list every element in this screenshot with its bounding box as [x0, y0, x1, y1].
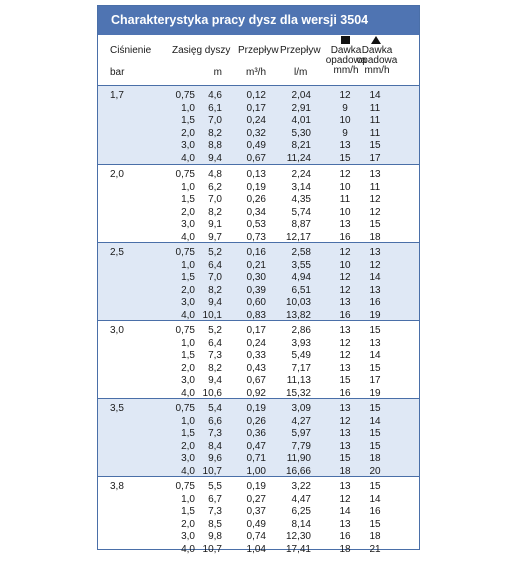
pressure-group	[98, 86, 419, 164]
header-flow-lm: Przepływ	[280, 45, 321, 56]
header-range-unit: m	[213, 67, 222, 78]
rate-triangle-value: 14	[369, 493, 381, 505]
flow-m3h-value: 0,16	[246, 247, 266, 258]
flow-m3h-value: 1,04	[246, 543, 266, 555]
rate-square-value: 13	[339, 403, 351, 414]
flow-m3h-value: 0,47	[246, 440, 266, 452]
pressure-value: 2,0	[110, 169, 124, 180]
range-value: 9,1	[208, 219, 222, 230]
nozzle-size: 1,5	[181, 428, 195, 439]
nozzle-size: 1,0	[181, 493, 195, 505]
rate-square-value: 18	[339, 543, 351, 555]
nozzle-size: 0,75	[175, 90, 195, 101]
flow-m3h-value: 1,00	[246, 465, 266, 477]
nozzle-size: 3,0	[181, 531, 195, 542]
range-value: 10,1	[202, 309, 222, 321]
rate-square-value: 16	[339, 231, 351, 243]
rate-square-value: 12	[339, 247, 351, 258]
rate-triangle-value: 20	[369, 465, 381, 477]
flow-m3h-value: 0,13	[246, 169, 266, 180]
range-value: 6,2	[208, 181, 222, 193]
flow-lm-value: 8,14	[291, 518, 311, 530]
pressure-group	[98, 320, 419, 398]
flow-lm-value: 17,41	[285, 543, 311, 555]
rate-triangle-value: 12	[369, 259, 381, 271]
rate-triangle-value: 11	[369, 181, 381, 193]
range-value: 8,2	[208, 362, 222, 374]
nozzle-size: 2,0	[181, 362, 195, 374]
rate-triangle-value: 21	[369, 543, 381, 555]
header-flow-m3h: Przepływ	[238, 45, 279, 56]
range-value: 8,2	[208, 206, 222, 218]
rate-triangle-value: 11	[369, 115, 381, 126]
range-value: 10,7	[202, 465, 222, 477]
table-title: Charakterystyka pracy dysz dla wersji 3504	[98, 6, 419, 35]
flow-lm-value: 2,91	[291, 102, 311, 114]
header-rate-square-l2: opadowa	[325, 55, 367, 66]
range-value: 10,6	[202, 387, 222, 399]
nozzle-size: 4,0	[181, 309, 195, 321]
range-value: 8,2	[208, 284, 222, 296]
flow-lm-value: 8,87	[291, 219, 311, 230]
range-value: 7,0	[208, 194, 222, 205]
nozzle-size: 1,5	[181, 506, 195, 517]
rate-triangle-value: 18	[369, 531, 381, 542]
rate-square-value: 12	[339, 272, 351, 283]
rate-triangle-value: 17	[369, 375, 381, 386]
rate-square-value: 12	[339, 415, 351, 427]
rate-triangle-value: 12	[369, 206, 381, 218]
nozzle-size: 2,0	[181, 127, 195, 139]
rate-triangle-value: 15	[369, 140, 381, 151]
nozzle-size: 3,0	[181, 140, 195, 151]
flow-lm-value: 5,49	[291, 350, 311, 361]
nozzle-size: 1,0	[181, 181, 195, 193]
range-value: 5,4	[208, 403, 222, 414]
flow-m3h-value: 0,43	[246, 362, 266, 374]
range-value: 9,7	[208, 231, 222, 243]
header-pressure: Ciśnienie	[110, 45, 152, 56]
flow-m3h-value: 0,30	[246, 272, 266, 283]
flow-lm-value: 2,04	[291, 90, 311, 101]
flow-m3h-value: 0,32	[246, 127, 266, 139]
header-rate-triangle-l1: Dawka	[361, 45, 393, 56]
nozzle-size: 3,0	[181, 219, 195, 230]
range-value: 9,8	[208, 531, 222, 542]
flow-lm-value: 12,17	[285, 231, 311, 243]
nozzle-size: 4,0	[181, 231, 195, 243]
flow-m3h-value: 0,49	[246, 518, 266, 530]
range-value: 7,0	[208, 115, 222, 126]
flow-m3h-value: 0,26	[246, 194, 266, 205]
rate-square-value: 16	[339, 309, 351, 321]
rate-square-value: 13	[339, 440, 351, 452]
nozzle-size: 2,0	[181, 206, 195, 218]
flow-lm-value: 3,09	[291, 403, 311, 414]
rate-square-value: 15	[339, 375, 351, 386]
rate-triangle-value: 18	[369, 231, 381, 243]
header-rate-square-unit: mm/h	[333, 65, 359, 76]
flow-m3h-value: 0,67	[246, 375, 266, 386]
flow-lm-value: 7,79	[291, 440, 311, 452]
range-value: 6,1	[208, 102, 222, 114]
flow-lm-value: 7,17	[291, 362, 311, 374]
rate-square-value: 12	[339, 337, 351, 349]
range-value: 6,7	[208, 493, 222, 505]
flow-lm-value: 5,97	[291, 428, 311, 439]
nozzle-size: 1,0	[181, 337, 195, 349]
rate-triangle-value: 11	[369, 127, 381, 139]
nozzle-size: 0,75	[175, 403, 195, 414]
flow-lm-value: 11,13	[286, 375, 311, 386]
flow-lm-value: 4,27	[291, 415, 311, 427]
flow-m3h-value: 0,27	[246, 493, 266, 505]
nozzle-size: 0,75	[175, 481, 195, 492]
flow-lm-value: 15,32	[285, 387, 311, 399]
header-pressure-unit: bar	[110, 67, 125, 78]
nozzle-size: 0,75	[175, 169, 195, 180]
rate-triangle-value: 15	[369, 428, 381, 439]
header-range: Zasięg dyszy	[172, 45, 231, 56]
nozzle-size: 1,0	[181, 102, 195, 114]
black-triangle-icon	[371, 36, 381, 44]
flow-lm-value: 3,22	[291, 481, 311, 492]
flow-lm-value: 10,03	[285, 297, 311, 308]
nozzle-size: 4,0	[181, 543, 195, 555]
rate-triangle-value: 13	[369, 337, 381, 349]
rate-triangle-value: 18	[369, 453, 381, 464]
flow-lm-value: 11,24	[286, 152, 311, 164]
rate-square-value: 12	[339, 90, 351, 101]
black-square-icon	[341, 36, 350, 44]
rate-triangle-value: 13	[369, 284, 381, 296]
flow-lm-value: 4,35	[291, 194, 311, 205]
header-flow-lm-unit: l/m	[294, 67, 308, 78]
range-value: 8,8	[208, 140, 222, 151]
rate-square-value: 14	[339, 506, 351, 517]
rate-square-value: 12	[339, 493, 351, 505]
range-value: 4,8	[208, 169, 222, 180]
rate-triangle-value: 14	[369, 90, 381, 101]
range-value: 8,4	[208, 440, 222, 452]
nozzle-size: 1,0	[181, 415, 195, 427]
pressure-value: 2,5	[110, 247, 124, 258]
rate-square-value: 12	[339, 169, 351, 180]
range-value: 9,6	[208, 453, 222, 464]
nozzle-size: 1,5	[181, 272, 195, 283]
rate-triangle-value: 14	[369, 350, 381, 361]
rate-square-value: 13	[339, 362, 351, 374]
flow-m3h-value: 0,92	[246, 387, 266, 399]
header-rate-triangle-l2: opadowa	[356, 55, 398, 66]
flow-m3h-value: 0,83	[246, 309, 266, 321]
nozzle-size: 4,0	[181, 387, 195, 399]
rate-triangle-value: 15	[369, 403, 381, 414]
flow-m3h-value: 0,21	[246, 259, 266, 271]
rate-square-value: 10	[339, 181, 351, 193]
range-value: 9,4	[208, 297, 222, 308]
flow-m3h-value: 0,39	[246, 284, 266, 296]
flow-m3h-value: 0,19	[246, 481, 266, 492]
rate-triangle-value: 15	[369, 219, 381, 230]
flow-m3h-value: 0,53	[246, 219, 266, 230]
flow-m3h-value: 0,26	[246, 415, 266, 427]
flow-m3h-value: 0,71	[246, 453, 266, 464]
nozzle-size: 1,5	[181, 194, 195, 205]
range-value: 9,4	[208, 152, 222, 164]
flow-m3h-value: 0,73	[246, 231, 266, 243]
flow-m3h-value: 0,67	[246, 152, 266, 164]
range-value: 5,2	[208, 247, 222, 258]
rate-triangle-value: 14	[369, 272, 381, 283]
nozzle-performance-table	[97, 5, 420, 555]
flow-lm-value: 16,66	[285, 465, 311, 477]
flow-lm-value: 2,86	[291, 325, 311, 336]
rate-triangle-value: 15	[369, 362, 381, 374]
flow-lm-value: 4,94	[291, 272, 311, 283]
flow-lm-value: 2,58	[291, 247, 311, 258]
rate-square-value: 13	[339, 297, 351, 308]
nozzle-size: 2,0	[181, 440, 195, 452]
rate-square-value: 13	[339, 219, 351, 230]
rate-square-value: 12	[339, 284, 351, 296]
pressure-value: 1,7	[110, 90, 124, 101]
range-value: 8,5	[208, 518, 222, 530]
rate-square-value: 13	[339, 518, 351, 530]
flow-lm-value: 3,14	[291, 181, 311, 193]
rate-triangle-value: 16	[369, 506, 381, 517]
range-value: 9,4	[208, 375, 222, 386]
rate-triangle-value: 17	[369, 152, 381, 164]
rate-triangle-value: 15	[369, 518, 381, 530]
nozzle-size: 2,0	[181, 284, 195, 296]
flow-m3h-value: 0,33	[246, 350, 266, 361]
range-value: 7,3	[208, 428, 222, 439]
rate-square-value: 13	[339, 325, 351, 336]
rate-square-value: 15	[339, 152, 351, 164]
range-value: 5,2	[208, 325, 222, 336]
nozzle-size: 1,5	[181, 115, 195, 126]
flow-lm-value: 11,90	[286, 453, 311, 464]
rate-square-value: 10	[339, 206, 351, 218]
flow-m3h-value: 0,37	[246, 506, 266, 517]
rate-triangle-value: 13	[369, 247, 381, 258]
rate-square-value: 9	[342, 127, 348, 139]
flow-lm-value: 4,47	[291, 493, 311, 505]
range-value: 7,3	[208, 506, 222, 517]
rate-triangle-value: 14	[369, 415, 381, 427]
range-value: 7,3	[208, 350, 222, 361]
range-value: 6,4	[208, 337, 222, 349]
flow-m3h-value: 0,36	[246, 428, 266, 439]
rate-square-value: 13	[339, 140, 351, 151]
nozzle-size: 3,0	[181, 375, 195, 386]
rate-square-value: 18	[339, 465, 351, 477]
rate-square-value: 13	[339, 428, 351, 439]
pressure-group	[98, 398, 419, 476]
pressure-group	[98, 476, 419, 554]
rate-triangle-value: 15	[369, 481, 381, 492]
rate-square-value: 15	[339, 453, 351, 464]
flow-lm-value: 8,21	[291, 140, 311, 151]
range-value: 7,0	[208, 272, 222, 283]
rate-triangle-value: 19	[369, 387, 381, 399]
flow-lm-value: 12,30	[285, 531, 311, 542]
range-value: 6,4	[208, 259, 222, 271]
rate-square-value: 16	[339, 531, 351, 542]
header-flow-m3h-unit: m³/h	[246, 67, 266, 78]
nozzle-size: 2,0	[181, 518, 195, 530]
flow-lm-value: 13,82	[285, 309, 311, 321]
rate-square-value: 16	[339, 387, 351, 399]
flow-lm-value: 3,55	[291, 259, 311, 271]
nozzle-size: 1,5	[181, 350, 195, 361]
nozzle-size: 1,0	[181, 259, 195, 271]
rate-square-value: 10	[339, 259, 351, 271]
flow-m3h-value: 0,17	[246, 325, 266, 336]
flow-m3h-value: 0,60	[246, 297, 266, 308]
nozzle-size: 4,0	[181, 465, 195, 477]
range-value: 10,7	[202, 543, 222, 555]
rate-triangle-value: 12	[369, 194, 381, 205]
flow-lm-value: 5,30	[291, 127, 311, 139]
rate-square-value: 13	[339, 481, 351, 492]
rate-triangle-value: 16	[369, 297, 381, 308]
rate-triangle-value: 13	[369, 169, 381, 180]
flow-lm-value: 4,01	[291, 115, 311, 126]
nozzle-size: 0,75	[175, 247, 195, 258]
flow-m3h-value: 0,19	[246, 403, 266, 414]
flow-m3h-value: 0,49	[246, 140, 266, 151]
flow-m3h-value: 0,12	[246, 90, 266, 101]
nozzle-size: 3,0	[181, 453, 195, 464]
pressure-group	[98, 164, 419, 242]
flow-m3h-value: 0,17	[246, 102, 266, 114]
header-rate-triangle-unit: mm/h	[364, 65, 390, 76]
rate-triangle-value: 11	[369, 102, 381, 114]
rate-square-value: 12	[339, 350, 351, 361]
flow-lm-value: 6,25	[291, 506, 311, 517]
nozzle-size: 3,0	[181, 297, 195, 308]
rate-triangle-value: 15	[369, 440, 381, 452]
nozzle-size: 0,75	[175, 325, 195, 336]
pressure-value: 3,0	[110, 325, 124, 336]
flow-m3h-value: 0,19	[246, 181, 266, 193]
flow-m3h-value: 0,74	[246, 531, 266, 542]
rate-square-value: 10	[339, 115, 351, 126]
flow-lm-value: 6,51	[291, 284, 311, 296]
range-value: 4,6	[208, 90, 222, 101]
flow-lm-value: 3,93	[291, 337, 311, 349]
header-rate-square-l1: Dawka	[330, 45, 362, 56]
flow-m3h-value: 0,24	[246, 115, 266, 126]
rate-triangle-value: 19	[369, 309, 381, 321]
pressure-value: 3,8	[110, 481, 124, 492]
range-value: 6,6	[208, 415, 222, 427]
pressure-value: 3,5	[110, 403, 124, 414]
range-value: 5,5	[208, 481, 222, 492]
flow-m3h-value: 0,34	[246, 206, 266, 218]
rate-triangle-value: 15	[369, 325, 381, 336]
range-value: 8,2	[208, 127, 222, 139]
nozzle-size: 4,0	[181, 152, 195, 164]
rate-square-value: 11	[339, 194, 351, 205]
rate-square-value: 9	[342, 102, 348, 114]
flow-lm-value: 5,74	[291, 206, 311, 218]
pressure-group	[98, 242, 419, 320]
flow-lm-value: 2,24	[291, 169, 311, 180]
flow-m3h-value: 0,24	[246, 337, 266, 349]
